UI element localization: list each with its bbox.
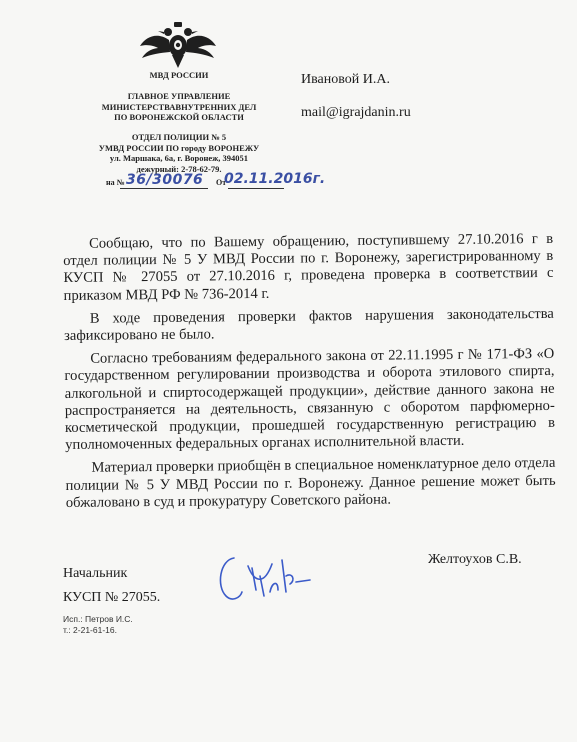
body-paragraph: Материал проверки приобщён в специальное номенклатурное дело отдела полиции № 5 У МВД России по г. Воронежу. Данное решение может быть обжаловано в суд и прокуратуру Советского района.: [65, 455, 556, 511]
date-handwritten: 02.11.2016г.: [224, 171, 326, 187]
dept-address: ул. Маршака, 6а, г. Воронеж, 394051: [109, 153, 249, 163]
letterhead-main-directorate: [74, 91, 284, 123]
signatory-title: Начальник: [63, 566, 128, 581]
recipient-email: mail@igrajdanin.ru: [301, 105, 411, 120]
body-paragraph: Сообщаю, что по Вашему обращению, поступившему 27.10.2016 г в отдел полиции № 5 У МВД России по г. Воронежу, зарегистрированному в КУСП № 27055 от 27.10.2016 г, проведена проверка в соответствии с приказом МВД РФ № 736-2014 г.: [63, 230, 554, 304]
handwritten-signature: [212, 546, 322, 610]
double-headed-eagle-emblem: [138, 22, 218, 68]
executor-phone: т.: 2-21-61-16.: [63, 625, 117, 635]
body-paragraph: В ходе проведения проверки фактов нарушения законодательства зафиксировано не было.: [63, 305, 554, 345]
kusp-reference: КУСП № 27055.: [63, 590, 161, 605]
date-underline: [228, 188, 284, 189]
letterhead-department: [74, 132, 284, 174]
dept-line: УМВД РОССИИ ПО городу ВОРОНЕЖУ: [98, 142, 260, 153]
org-name: МВД РОССИИ: [149, 70, 209, 80]
letterhead-org: [74, 70, 284, 81]
ref-number-underline: [120, 188, 208, 189]
recipient-name: Ивановой И.А.: [301, 72, 390, 87]
dept-phone: дежурный: 2-78-62-79.: [136, 163, 222, 174]
executor-info: [63, 614, 133, 636]
gu-line: ГЛАВНОЕ УПРАВЛЕНИЕ: [127, 91, 231, 101]
body-paragraph: Согласно требованиям федерального закона от 22.11.1995 г № 171-ФЗ «О государственном регулировании производства и оборота этилового спирта, алкогольной и спиртосодержащей продукции», действие данного закона не распространяется на деятельность, связанную с оборотом парфюмерно-косметической продукции, прошедшей государственную регистрацию в уполномоченных федеральных органах исполнительной власти.: [64, 346, 556, 454]
date-label: От: [216, 178, 227, 187]
executor-name: Исп.: Петров И.С.: [63, 614, 133, 624]
letter-body: [63, 231, 556, 518]
ref-number-handwritten: 36/30076: [126, 172, 204, 188]
signatory-name: Желтоухов С.В.: [428, 552, 522, 567]
ref-number-label: на №: [106, 178, 125, 187]
registration-line: [106, 171, 326, 190]
gu-line: МИНИСТЕРСТВАВНУТРЕННИХ ДЕЛ: [101, 101, 257, 112]
dept-line: ОТДЕЛ ПОЛИЦИИ № 5: [131, 132, 227, 142]
gu-line: ПО ВОРОНЕЖСКОЙ ОБЛАСТИ: [114, 112, 244, 122]
